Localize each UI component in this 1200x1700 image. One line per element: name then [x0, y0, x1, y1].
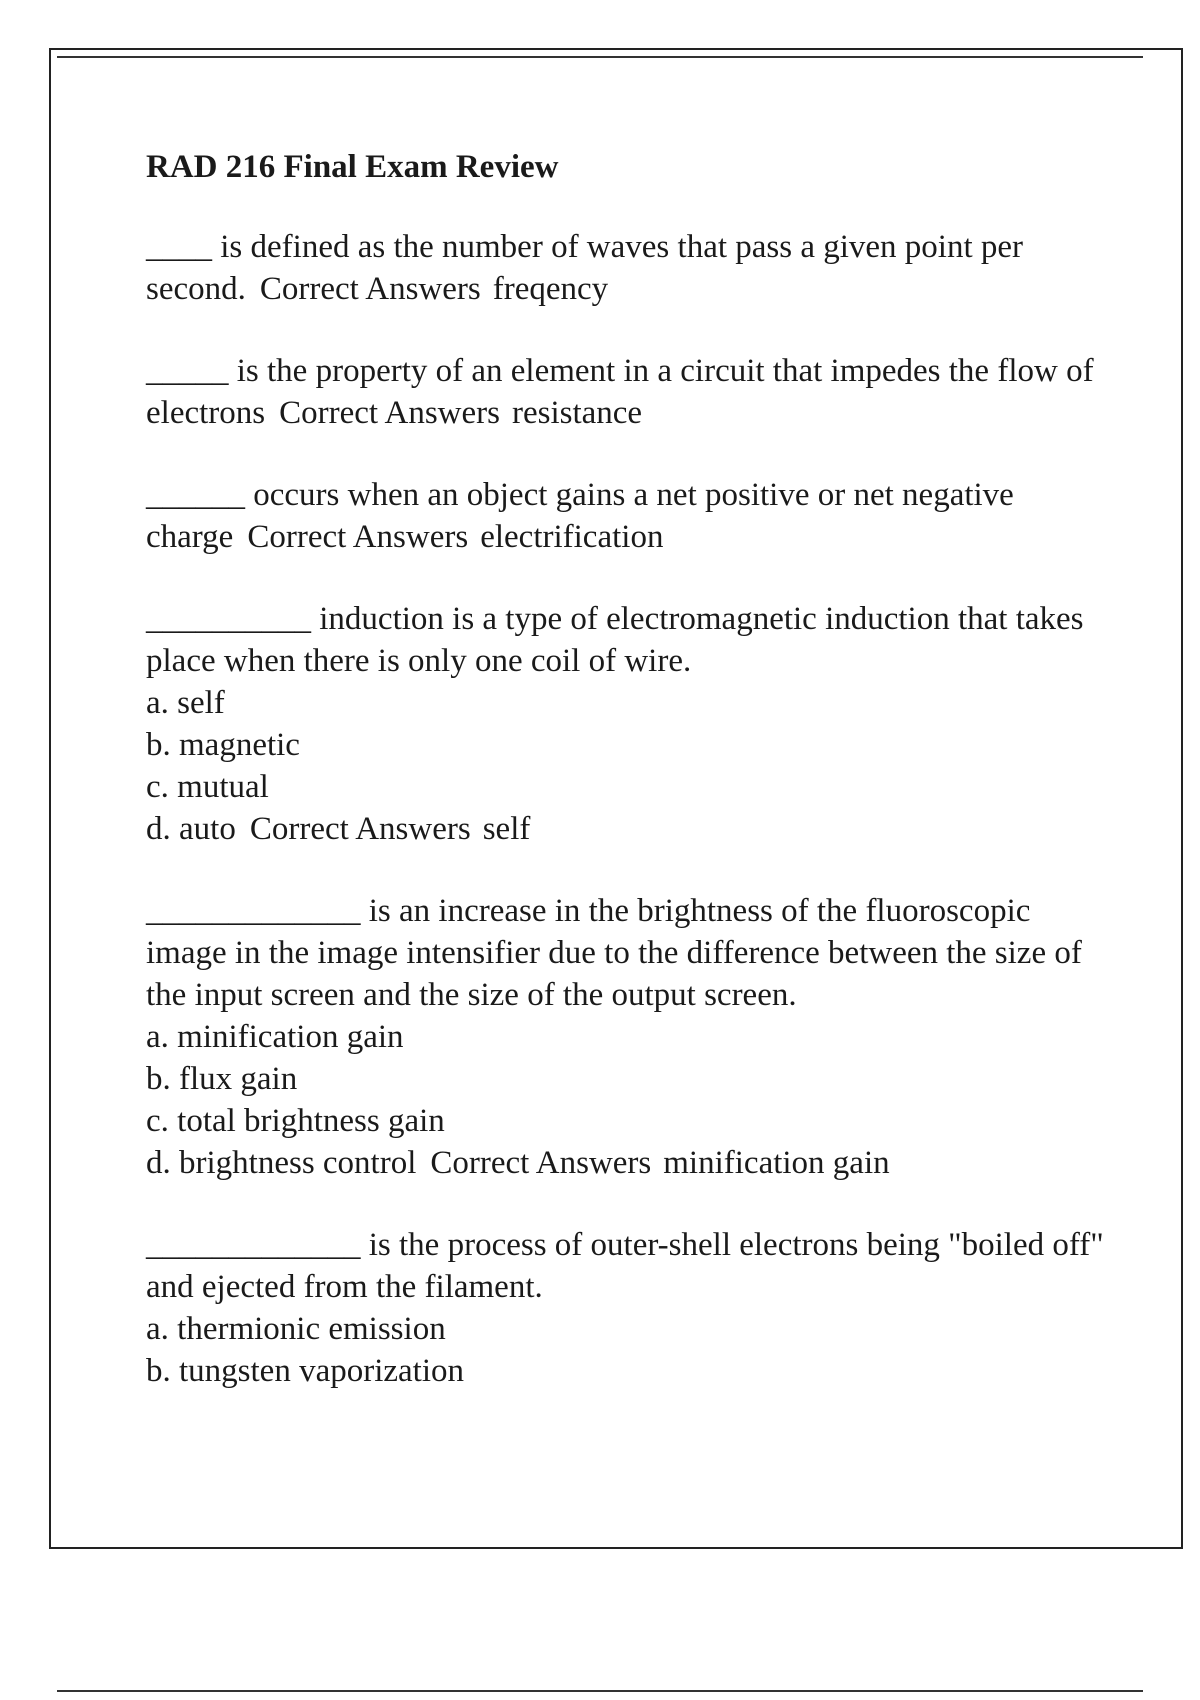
option-b: b. flux gain [146, 1061, 298, 1097]
option-d: d. auto [146, 811, 236, 847]
option-c: c. mutual [146, 769, 269, 805]
answer-label: Correct Answers [259, 271, 481, 307]
answer-value: freqency [492, 271, 609, 307]
option-a: a. thermionic emission [146, 1311, 446, 1347]
question-stem: ______ occurs when an object gains a net positive or net negative charge [146, 477, 1014, 555]
question-text [146, 474, 1106, 558]
question-6 [146, 1224, 1106, 1392]
document-body [146, 146, 1106, 1432]
option-c: c. total brightness gain [146, 1103, 445, 1139]
question-3 [146, 474, 1106, 558]
option-d: d. brightness control [146, 1145, 417, 1181]
question-stem: ____ is defined as the number of waves that pass a given point per second. [146, 229, 1024, 307]
question-text [146, 350, 1106, 434]
answer-label: Correct Answers [279, 395, 500, 431]
question-stem: _____________ is an increase in the brightness of the fluoroscopic image in the image intensifier due to the difference between the size of the input screen and the size of the output screen. [146, 893, 1082, 1013]
option-a: a. self [146, 685, 225, 721]
question-stem: _____________ is the process of outer-shell electrons being "boiled off" and ejected from the filament. [146, 1227, 1104, 1305]
answer-label: Correct Answers [430, 1145, 652, 1181]
question-text [146, 226, 1106, 310]
option-b: b. magnetic [146, 727, 300, 763]
answer-value: self [482, 811, 531, 847]
bottom-rule [57, 1690, 1143, 1692]
answer-label: Correct Answers [249, 811, 471, 847]
question-1 [146, 226, 1106, 310]
answer-label: Correct Answers [247, 519, 469, 555]
option-d-with-answer [146, 1142, 1106, 1184]
question-stem: _____ is the property of an element in a circuit that impedes the flow of electrons [146, 353, 1094, 431]
option-d-with-answer [146, 808, 1106, 850]
answer-value: resistance [511, 395, 643, 431]
question-stem: __________ induction is a type of electromagnetic induction that takes place when there is only one coil of wire. [146, 601, 1084, 679]
question-2 [146, 350, 1106, 434]
option-b: b. tungsten vaporization [146, 1353, 465, 1389]
document-title: RAD 216 Final Exam Review [146, 149, 559, 185]
answer-value: minification gain [663, 1145, 890, 1181]
answer-value: electrification [480, 519, 664, 555]
question-4 [146, 598, 1106, 850]
question-5 [146, 890, 1106, 1184]
option-a: a. minification gain [146, 1019, 404, 1055]
